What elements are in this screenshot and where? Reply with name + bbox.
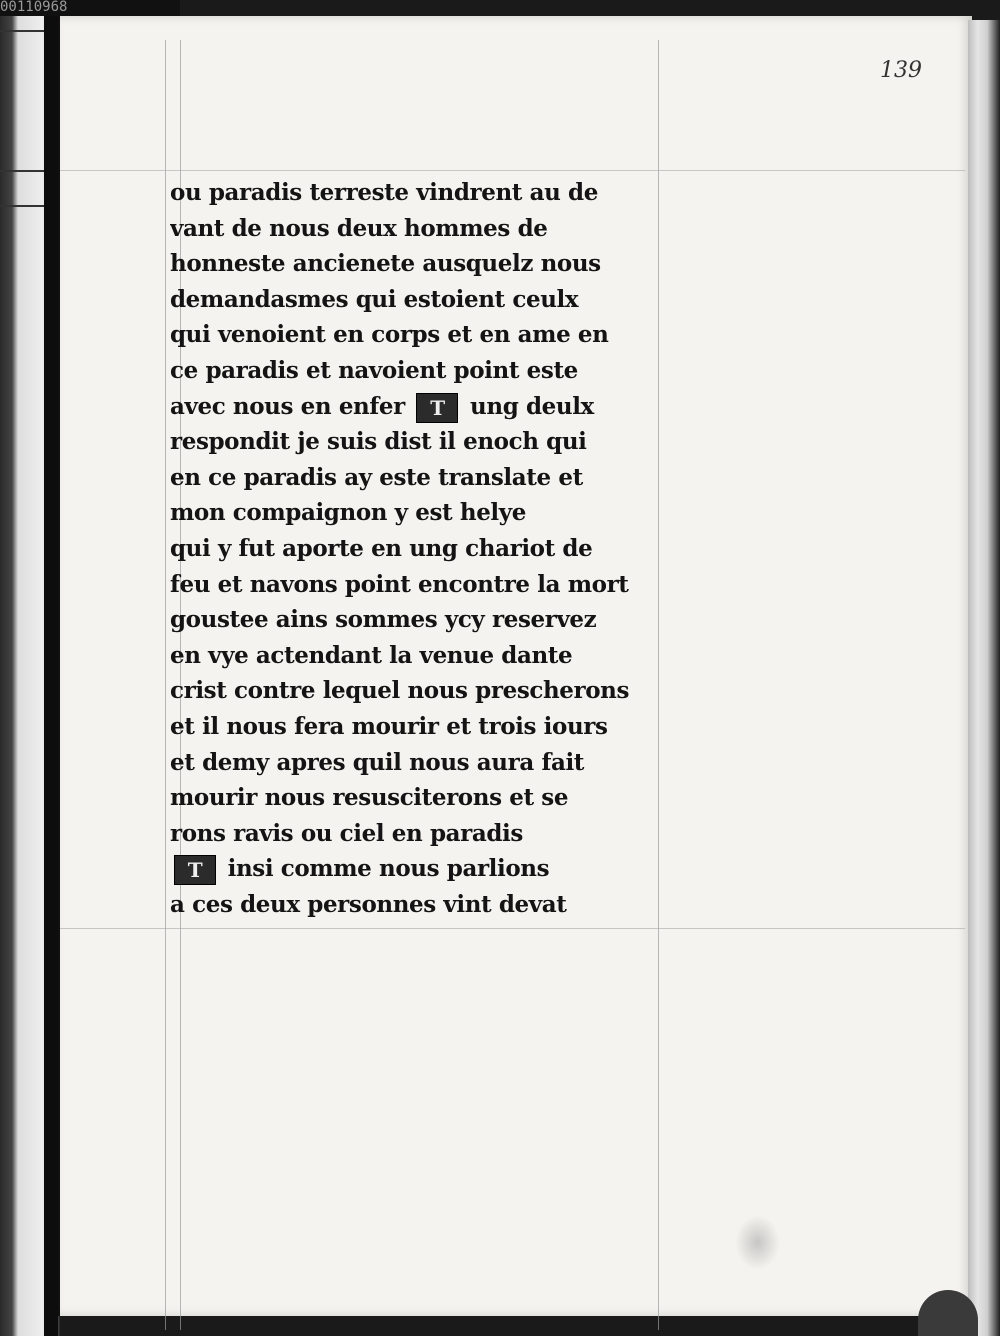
text-line: demandasmes qui estoient ceulx [170, 285, 579, 313]
text-line: a ces deux personnes vint devat [170, 890, 567, 918]
text-line: rons ravis ou ciel en paradis [170, 819, 523, 847]
decorated-initial: T [416, 393, 458, 423]
text-line: et demy apres quil nous aura fait [170, 748, 585, 776]
text-line: qui y fut aporte en ung chariot de [170, 534, 593, 562]
text-line: en vye actendant la venue dante [170, 641, 573, 669]
text-line-segment: avec nous en enfer [170, 392, 405, 420]
text-line: mon compaignon y est helye [170, 499, 526, 527]
decorated-initial: T [174, 855, 216, 885]
ink-stain [735, 1215, 780, 1270]
text-line: en ce paradis ay este translate et [170, 463, 583, 491]
text-line: mourir nous resusciterons et se [170, 784, 569, 812]
text-line-with-initial [170, 851, 715, 887]
shelfmark-label: 00110968 [0, 0, 180, 16]
text-line: vant de nous deux hommes de [170, 214, 548, 242]
ruling-left-outer [165, 40, 166, 1330]
text-line-segment: ung deulx [470, 392, 594, 420]
text-line: crist contre lequel nous prescherons [170, 677, 630, 705]
ruling-bottom [60, 928, 965, 929]
text-line: feu et navons point encontre la mort [170, 570, 629, 598]
folio-number: 139 [880, 58, 922, 83]
text-line: ce paradis et navoient point este [170, 356, 578, 384]
text-line: goustee ains sommes ycy reservez [170, 606, 597, 634]
text-line: honneste ancienete ausquelz nous [170, 250, 601, 278]
text-line: ou paradis terreste vindrent au de [170, 179, 598, 206]
text-line: respondit je suis dist il enoch qui [170, 428, 587, 456]
text-line-with-initial [170, 389, 715, 425]
manuscript-text-block [170, 175, 715, 922]
ruling-top [60, 170, 965, 171]
book-spine [44, 0, 58, 1336]
text-line-segment: insi comme nous parlions [227, 855, 550, 883]
text-line: qui venoient en corps et en ame en [170, 321, 609, 349]
page-fore-edge [968, 20, 1000, 1336]
text-line: et il nous fera mourir et trois iours [170, 712, 608, 740]
